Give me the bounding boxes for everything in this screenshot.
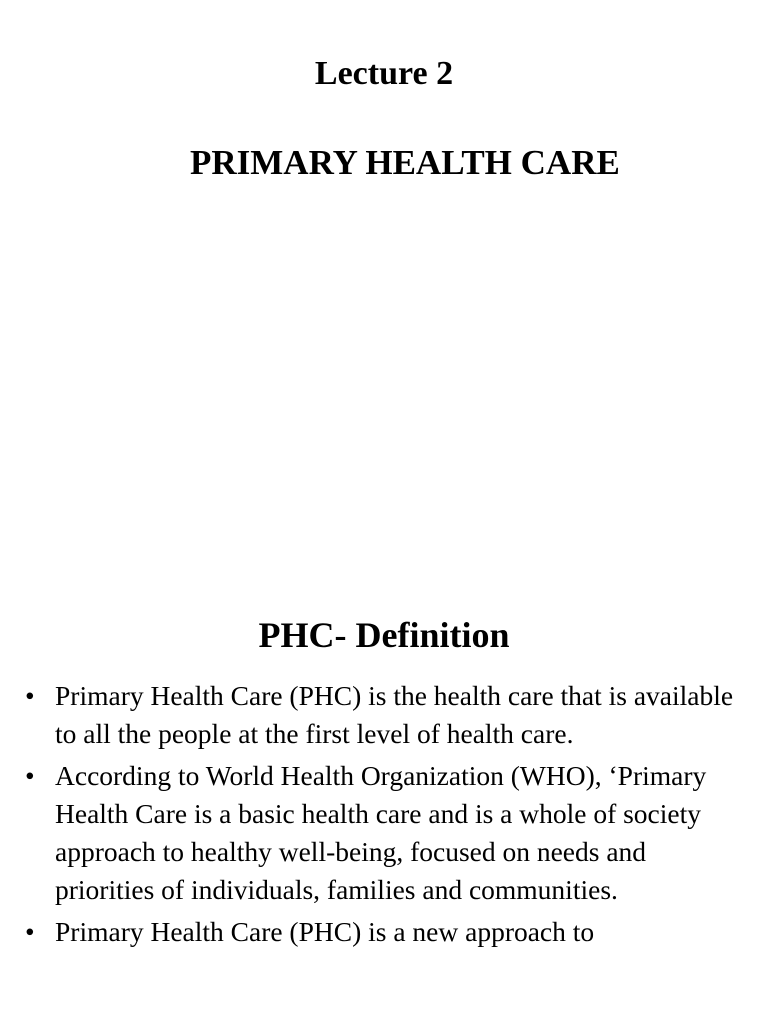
definition-heading: PHC- Definition: [258, 615, 510, 655]
bullet-icon: •: [25, 760, 35, 791]
page-title: PRIMARY HEALTH CARE: [190, 143, 620, 182]
bullet-icon: •: [25, 680, 35, 711]
list-item: [25, 757, 745, 909]
bullet-text: Primary Health Care (PHC) is a new approach to: [55, 916, 595, 947]
list-item: [25, 913, 745, 951]
bullet-icon: •: [25, 916, 35, 947]
bullet-text: According to World Health Organization (WHO), ‘Primary Health Care is a basic health care and is a whole of society approach to healthy well-being, focused on needs and priorities of individuals, families and communities.: [55, 760, 707, 905]
lecture-number-title: Lecture 2: [314, 55, 454, 92]
list-item: [25, 677, 745, 753]
definition-bullet-list: [25, 677, 745, 955]
bullet-text: Primary Health Care (PHC) is the health care that is available to all the people at the first level of health care.: [55, 680, 734, 749]
